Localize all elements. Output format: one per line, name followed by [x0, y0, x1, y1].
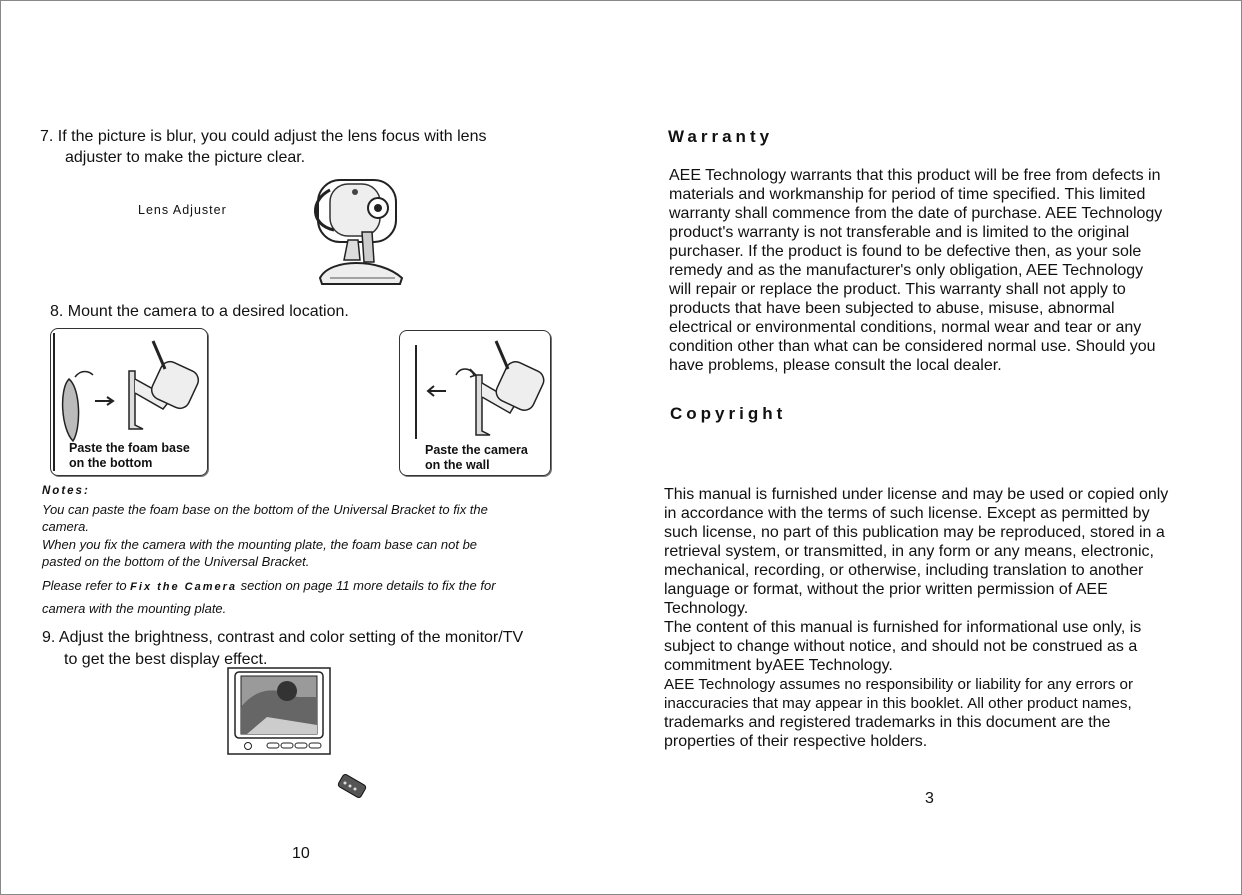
notes-line4: pasted on the bottom of the Universal Bracket. [42, 554, 310, 569]
refer-line2: camera with the mounting plate. [42, 601, 227, 616]
warranty-line: purchaser. If the product is found to be defective then, as your sole [669, 243, 1142, 260]
copyright-line: AEE Technology assumes no responsibility or liability for any errors or [664, 676, 1134, 693]
foam-caption-line2: on the bottom [69, 456, 153, 470]
page-number-right: 3 [925, 790, 934, 807]
warranty-heading: Warranty [668, 127, 774, 146]
copyright-heading: Copyright [670, 404, 787, 423]
copyright-line: such license, no part of this publication may be reproduced, stored in a [664, 524, 1165, 541]
refer-prefix: Please refer to [42, 578, 127, 593]
foam-caption-line1: Paste the foam base [69, 441, 190, 455]
step-9-line2: to get the best display effect. [64, 651, 268, 668]
remote-control-icon [333, 773, 369, 803]
wall-mount-panel [399, 330, 551, 476]
refer-block [42, 575, 562, 619]
copyright-line: The content of this manual is furnished for informational use only, is [664, 619, 1142, 636]
notes-title: Notes: [42, 485, 90, 497]
monitor-illustration [227, 667, 331, 755]
copyright-line: retrieval system, or transmitted, in any form or any means, electronic, [664, 543, 1154, 560]
step-9-line1: 9. Adjust the brightness, contrast and color setting of the monitor/TV [42, 629, 524, 646]
camera-lens-illustration [300, 170, 410, 290]
lens-adjuster-label: Lens Adjuster [138, 203, 227, 217]
notes-line1: You can paste the foam base on the bottom of the Universal Bracket to fix the [42, 501, 488, 517]
foam-base-panel [50, 328, 208, 476]
wall-caption-line2: on the wall [425, 458, 490, 472]
warranty-line: AEE Technology warrants that this product will be free from defects in [669, 167, 1161, 184]
copyright-line: commitment byAEE Technology. [664, 657, 893, 674]
warranty-line: remedy and as the manufacturer's only obligation, AEE Technology [669, 262, 1144, 279]
notes-block [42, 483, 542, 571]
step-7-line1: 7. If the picture is blur, you could adjust the lens focus with lens [40, 128, 487, 145]
step-7-line2: adjuster to make the picture clear. [65, 149, 306, 166]
warranty-line: warranty shall commence from the date of purchase. AEE Technology [669, 205, 1163, 222]
copyright-line: This manual is furnished under license and may be used or copied only [664, 486, 1169, 503]
wall-caption [425, 443, 528, 473]
warranty-line: materials and workmanship for period of time specified. This limited [669, 186, 1146, 203]
warranty-line: products that have been subjected to abuse, misuse, abnormal [669, 300, 1115, 317]
warranty-line: electrical or environmental conditions, normal wear and tear or any [669, 319, 1142, 336]
refer-section-name: Fix the Camera [130, 581, 238, 593]
copyright-text [664, 485, 1204, 751]
copyright-line: properties of their respective holders. [664, 733, 928, 750]
warranty-line: have problems, please consult the local dealer. [669, 357, 1002, 374]
foam-base-caption [69, 441, 190, 471]
copyright-line: inaccuracies that may appear in this booklet. All other product names, [664, 695, 1132, 712]
warranty-line: product's warranty is not transferable and is limited to the original [669, 224, 1130, 241]
step-8: 8. Mount the camera to a desired location. [50, 303, 349, 320]
notes-line3: When you fix the camera with the mounting plate, the foam base can not be [42, 536, 478, 552]
refer-suffix: section on page 11 more details to fix the for [240, 578, 496, 593]
step-9 [42, 627, 562, 671]
step-7 [40, 126, 560, 168]
warranty-line: condition other than what can be considered normal use. Should you [669, 338, 1156, 355]
copyright-line: Technology. [664, 600, 749, 617]
warranty-text [669, 166, 1199, 375]
page-number-left: 10 [292, 845, 310, 862]
notes-line2: camera. [42, 519, 89, 534]
copyright-line: in accordance with the terms of such license. Except as permitted by [664, 505, 1150, 522]
wall-caption-line1: Paste the camera [425, 443, 528, 457]
copyright-line: mechanical, recording, or otherwise, including translation to another [664, 562, 1144, 579]
copyright-line: subject to change without notice, and should not be construed as a [664, 638, 1138, 655]
copyright-line: trademarks and registered trademarks in this document are the [664, 714, 1111, 731]
warranty-line: will repair or replace the product. This warranty shall not apply to [669, 281, 1126, 298]
copyright-line: language or format, without the prior written permission of AEE [664, 581, 1108, 598]
